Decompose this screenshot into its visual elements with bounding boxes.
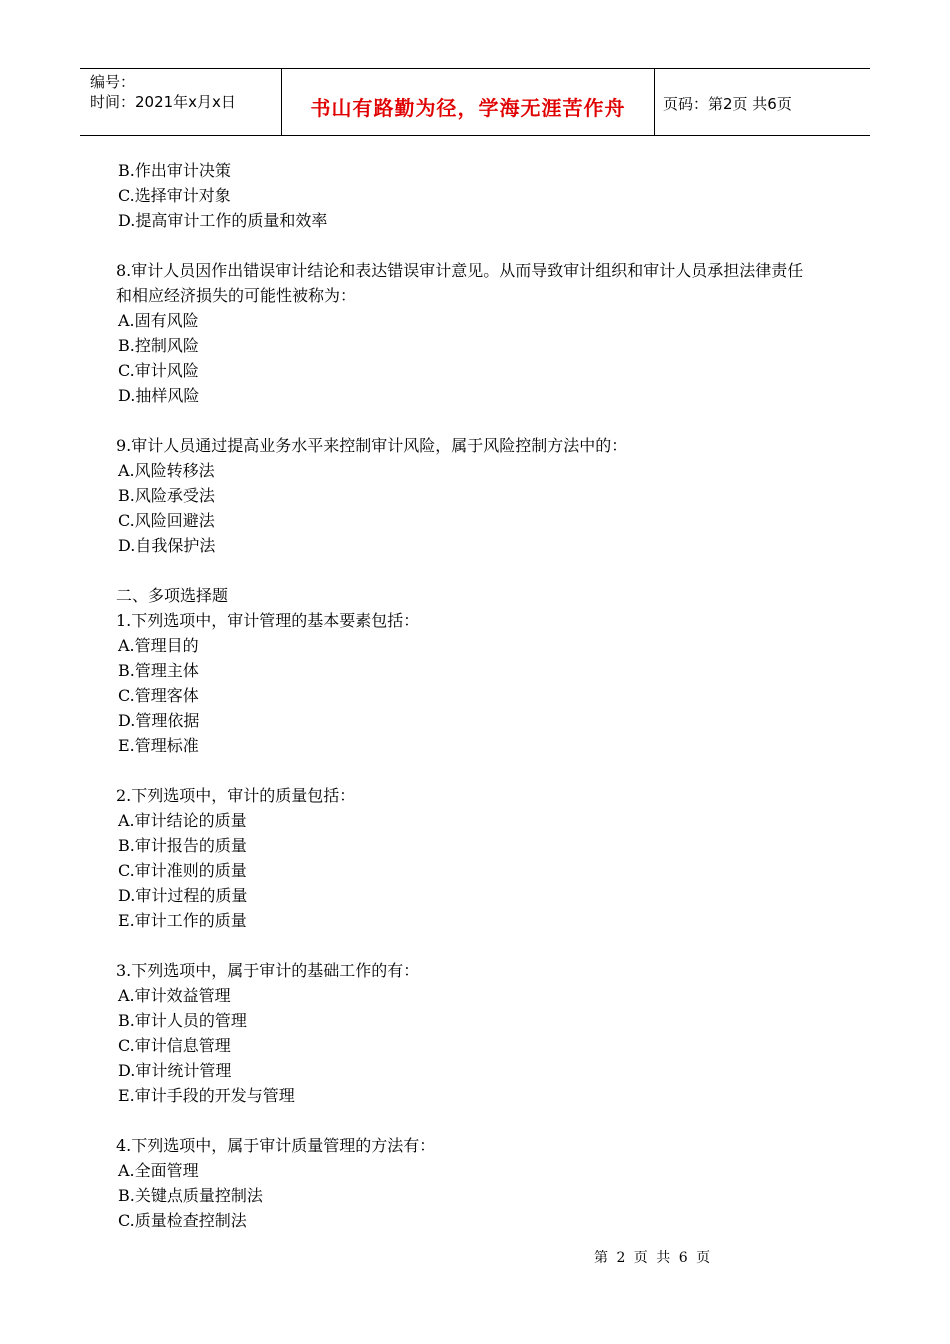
option-d: D.提高审计工作的质量和效率 <box>118 211 328 230</box>
header-page-code: 页码：第2页 共6页 <box>663 95 792 113</box>
question-text: 8.审计人员因作出错误审计结论和表达错误审计意见。从而导致审计组织和审计人员承担法律责任 <box>116 261 804 280</box>
header-meta <box>80 69 282 135</box>
question-text-cont: 和相应经济损失的可能性被称为： <box>116 286 357 305</box>
option-a: A.固有风险 <box>118 311 199 330</box>
multi-question-1 <box>116 608 846 758</box>
option-d: D.管理依据 <box>118 711 200 730</box>
document-time-label: 时间：2021年x月x日 <box>90 93 236 111</box>
option-d: D.抽样风险 <box>118 386 200 405</box>
option-b: B.审计人员的管理 <box>118 1011 247 1030</box>
question-text: 1.下列选项中，审计管理的基本要素包括： <box>116 611 420 630</box>
option-a: A.审计结论的质量 <box>118 811 247 830</box>
option-a: A.审计效益管理 <box>118 986 231 1005</box>
question-9 <box>116 433 846 558</box>
option-c: C.质量检查控制法 <box>118 1211 247 1230</box>
document-body <box>116 158 846 1233</box>
option-c: C.管理客体 <box>118 686 199 705</box>
option-c: C.审计准则的质量 <box>118 861 247 880</box>
option-b: B.作出审计决策 <box>118 161 231 180</box>
header-motto: 书山有路勤为径，学海无涯苦作舟 <box>282 69 655 135</box>
page-header <box>80 68 870 136</box>
section-title: 二、多项选择题 <box>116 586 229 605</box>
question-text: 4.下列选项中，属于审计质量管理的方法有： <box>116 1136 436 1155</box>
option-a: A.管理目的 <box>118 636 199 655</box>
question-text: 3.下列选项中，属于审计的基础工作的有： <box>116 961 420 980</box>
question-text: 2.下列选项中，审计的质量包括： <box>116 786 356 805</box>
option-d: D.自我保护法 <box>118 536 216 555</box>
multi-question-2 <box>116 783 846 933</box>
option-b: B.风险承受法 <box>118 486 215 505</box>
question-7-options <box>116 158 846 233</box>
option-e: E.审计工作的质量 <box>118 911 247 930</box>
option-d: D.审计过程的质量 <box>118 886 248 905</box>
option-e: E.审计手段的开发与管理 <box>118 1086 295 1105</box>
option-a: A.风险转移法 <box>118 461 215 480</box>
option-a: A.全面管理 <box>118 1161 199 1180</box>
page-footer-number: 第 2 页 共 6 页 <box>594 1250 713 1266</box>
option-c: C.选择审计对象 <box>118 186 231 205</box>
option-e: E.管理标准 <box>118 736 199 755</box>
option-c: C.审计风险 <box>118 361 199 380</box>
question-text: 9.审计人员通过提高业务水平来控制审计风险，属于风险控制方法中的： <box>116 436 628 455</box>
option-b: B.管理主体 <box>118 661 199 680</box>
question-8 <box>116 258 846 408</box>
option-d: D.审计统计管理 <box>118 1061 232 1080</box>
multi-question-4 <box>116 1133 846 1233</box>
option-b: B.关键点质量控制法 <box>118 1186 263 1205</box>
option-c: C.风险回避法 <box>118 511 215 530</box>
option-c: C.审计信息管理 <box>118 1036 231 1055</box>
multi-question-3 <box>116 958 846 1108</box>
option-b: B.控制风险 <box>118 336 199 355</box>
option-b: B.审计报告的质量 <box>118 836 247 855</box>
document-number-label: 编号： <box>90 73 136 91</box>
